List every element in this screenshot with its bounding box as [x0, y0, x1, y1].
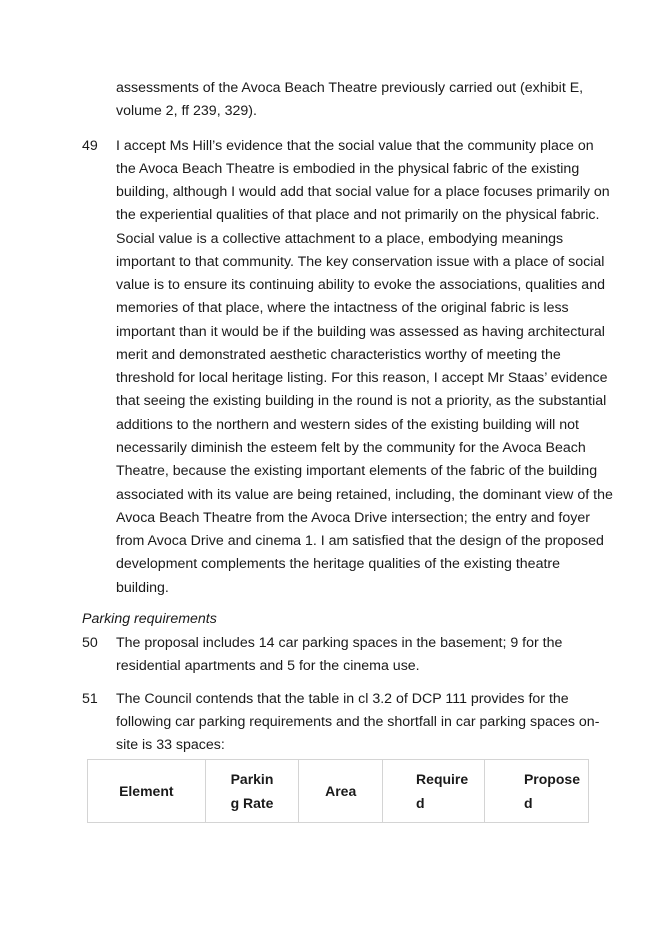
header-text: Require [416, 771, 469, 787]
paragraph-49-line: the experiential qualities of that place and not primarily on the physical fabric. [116, 207, 600, 223]
paragraph-49-line: that seeing the existing building in the round is not a priority, as the substantial [116, 393, 607, 409]
paragraph-49-line: necessarily diminish the esteem felt by the community for the Avoca Beach [116, 440, 586, 456]
paragraph-number-51: 51 [82, 691, 98, 707]
header-text: d [416, 795, 425, 811]
continuation-line: assessments of the Avoca Beach Theatre previously carried out (exhibit E, [116, 80, 584, 96]
paragraph-49-line: building. [116, 580, 169, 596]
table-header-cell [205, 760, 299, 823]
table-header-cell [484, 760, 588, 823]
paragraph-49-line: value is to ensure its continuing ability to evoke the associations, qualities and [116, 277, 605, 293]
table-header-row [88, 760, 589, 823]
continuation-line: volume 2, ff 239, 329). [116, 103, 257, 119]
parking-requirements-table [87, 759, 589, 823]
paragraph-51-line: following car parking requirements and the shortfall in car parking spaces on- [116, 714, 600, 730]
paragraph-49-line: from Avoca Drive and cinema 1. I am satisfied that the design of the proposed [116, 533, 604, 549]
paragraph-49-line: Avoca Beach Theatre from the Avoca Drive intersection; the entry and foyer [116, 510, 590, 526]
paragraph-49-line: important to that community. The key conservation issue with a place of social [116, 254, 605, 270]
table-header-cell [88, 760, 206, 823]
paragraph-49-line: Social value is a collective attachment to a place, embodying meanings [116, 231, 564, 247]
header-text: Area [325, 783, 357, 799]
paragraph-number-50: 50 [82, 635, 98, 651]
paragraph-49-line: I accept Ms Hill’s evidence that the social value that the community place on [116, 138, 594, 154]
table-header-cell [383, 760, 485, 823]
paragraph-49-line: important than it would be if the building was assessed as having architectural [116, 324, 605, 340]
paragraph-49-line: Theatre, because the existing important elements of the fabric of the building [116, 463, 598, 479]
header-text: d [523, 795, 533, 811]
paragraph-49-line: the Avoca Beach Theatre is embodied in the physical fabric of the existing [116, 161, 580, 177]
table-header-cell [299, 760, 383, 823]
paragraph-51-line: site is 33 spaces: [116, 737, 225, 753]
header-text: Element [119, 783, 174, 799]
paragraph-49-line: building, although I would add that social value for a place focuses primarily on [116, 184, 610, 200]
paragraph-49-line: memories of that place, where the intactness of the original fabric is less [116, 300, 569, 316]
paragraph-51-line: The Council contends that the table in cl 3.2 of DCP 111 provides for the [116, 691, 569, 707]
paragraph-50-line: residential apartments and 5 for the cinema use. [116, 658, 420, 674]
paragraph-49-line: threshold for local heritage listing. For this reason, I accept Mr Staas’ evidence [116, 370, 608, 386]
paragraph-number-49: 49 [82, 138, 98, 154]
paragraph-50-line: The proposal includes 14 car parking spaces in the basement; 9 for the [116, 635, 563, 651]
paragraph-49-line: merit and demonstrated aesthetic characteristics worthy of meeting the [116, 347, 561, 363]
header-text: Propose [523, 771, 580, 787]
paragraph-49-line: additions to the northern and western sides of the existing building will not [116, 417, 579, 433]
paragraph-49-line: development complements the heritage qualities of the existing theatre [116, 556, 561, 572]
header-text: Parkin [230, 771, 274, 787]
paragraph-49-line: associated with its value are being retained, including, the dominant view of the [116, 487, 613, 503]
section-heading-parking-requirements: Parking requirements [82, 611, 217, 627]
header-text: g Rate [230, 795, 274, 811]
